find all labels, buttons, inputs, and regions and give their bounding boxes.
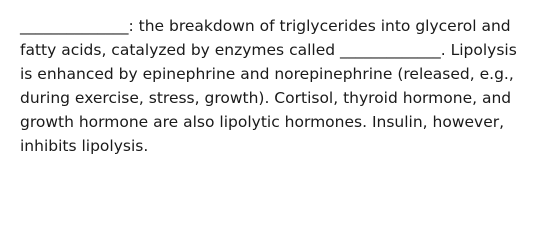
text-line-2: fatty acids, catalyzed by enzymes called _____________. Lipolysis [20, 41, 517, 59]
text-line-5: growth hormone are also lipolytic hormones. Insulin, however, [20, 113, 505, 131]
text-line-6: inhibits lipolysis. [20, 137, 149, 155]
question-text [20, 14, 550, 158]
text-line-3: is enhanced by epinephrine and norepinephrine (released, e.g., [20, 65, 514, 83]
text-line-1: ______________: the breakdown of triglycerides into glycerol and [20, 17, 511, 35]
text-line-4: during exercise, stress, growth). Cortisol, thyroid hormone, and [20, 89, 512, 107]
